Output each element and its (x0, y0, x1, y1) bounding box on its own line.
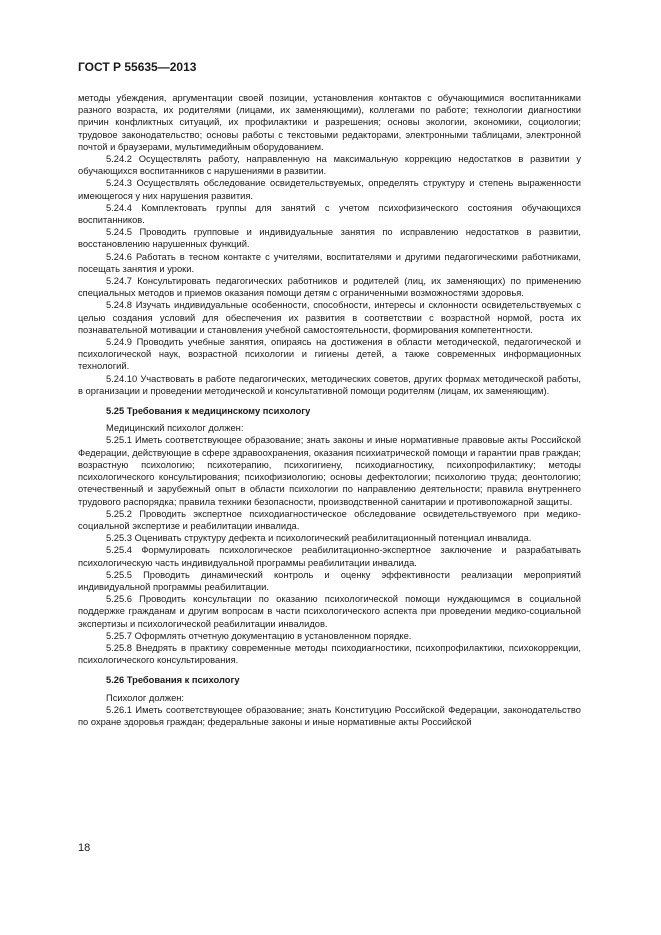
paragraph: 5.24.8 Изучать индивидуальные особенности, способности, интересы и склонности освидетельствуемых с целью создания условий для обеспечения их развития в соответствии с возрастной нормой, роста их познавательной мотивации и становления учебной самостоятельности, формирования компетентности. (78, 300, 581, 335)
paragraph: 5.25.3 Оценивать структуру дефекта и психологический реабилитационный потенциал инвалида. (106, 533, 532, 544)
paragraph: 5.25.6 Проводить консультации по оказанию психологической помощи нуждающимся в социальной поддержке гражданам и другим вопросам в части психологического аспекта при проведении медико-социальной экспертизы и психологической реабилитации инвалидов. (78, 594, 581, 629)
document-body (78, 92, 581, 728)
paragraph: 5.24.10 Участвовать в работе педагогических, методических советов, других формах методической работы, в организации и проведении методической и консультативной помощи родителям (лицам, их заменяющим). (78, 373, 581, 396)
paragraph: 5.24.3 Осуществлять обследование освидетельствуемых, определять структуру и степень выраженности имеющегося у них нарушения развития. (78, 178, 581, 201)
paragraph: 5.24.7 Консультировать педагогических работников и родителей (лиц, их заменяющих) по применению специальных методов и приемов оказания помощи детям с ограниченными возможностями здоровья. (78, 276, 581, 299)
document-header: ГОСТ Р 55635—2013 (78, 60, 197, 74)
paragraph: 5.24.2 Осуществлять работу, направленную на максимальную коррекцию недостатков в развитии у обучающихся воспитанников с нарушениями в развитии. (78, 154, 581, 177)
paragraph: 5.24.6 Работать в тесном контакте с учителями, воспитателями и другими педагогическими работниками, посещать занятия и уроки. (78, 251, 581, 274)
paragraph: Медицинский психолог должен: (106, 423, 244, 434)
paragraph: 5.25.4 Формулировать психологическое реабилитационно-экспертное заключение и разрабатывать психологическую часть индивидуальной программы реабилитации инвалида. (78, 545, 581, 568)
paragraph: 5.25.2 Проводить экспертное психодиагностическое обследование освидетельствуемого при медико-социальной экспертизе и реабилитации инвалида. (78, 508, 581, 531)
paragraph: 5.25.8 Внедрять в практику современные методы психодиагностики, психопрофилактики, психокоррекции, психологического консультирования. (78, 642, 581, 666)
paragraph: 5.24.5 Проводить групповые и индивидуальные занятия по исправлению недостатков в развитии, восстановлению нарушенных функций. (78, 227, 581, 250)
section-heading: 5.26 Требования к психологу (106, 675, 240, 686)
section-heading: 5.25 Требования к медицинскому психологу (106, 406, 311, 417)
paragraph: 5.26.1 Иметь соответствующее образование; знать Конституцию Российской Федерации, законодательство по охране здоровья граждан; федеральные законы и иные нормативные акты Российской (78, 704, 581, 727)
paragraph: 5.25.5 Проводить динамический контроль и оценку эффективности реализации мероприятий индивидуальной программы реабилитации. (78, 569, 581, 592)
page-number: 18 (78, 842, 91, 854)
paragraph: Психолог должен: (106, 692, 185, 703)
paragraph: 5.24.4 Комплектовать группы для занятий с учетом психофизического состояния обучающихся воспитанников. (78, 202, 581, 226)
paragraph: 5.25.1 Иметь соответствующее образование; знать законы и иные нормативные правовые акты Российской Федерации, действующие в сфере здравоохранения, оказания психиатрической помощи и гарантии прав граждан; возрастную психологию; психотерапию, психогигиену, психодиагностику, психопрофилактику; методы психологического консультирования; психофизиологию; основы дефектологии; психологию труда; деонтологию; отечественный и зарубежный опыт в области психологии по направлению деятельности; правила внутреннего трудового распорядка; правила техники безопасности, производственной санитарии и противопожарной защиты. (78, 435, 581, 507)
paragraph: 5.25.7 Оформлять отчетную документацию в установленном порядке. (106, 630, 412, 641)
paragraph: методы убеждения, аргументации своей позиции, установления контактов с обучающимися воспитанниками разного возраста, их родителями (лицами, их заменяющими), коллегами по работе; технологии диагностики причин конфликтных ситуаций, их профилактики и разрешения; основы экологии, экономики, социологии; трудовое законодательство; основы работы с текстовыми редакторами, электронными таблицами, электронной почтой и браузерами, мультимедийным оборудованием. (78, 93, 581, 152)
paragraph: 5.24.9 Проводить учебные занятия, опираясь на достижения в области методической, педагогической и психологической наук, возрастной психологии и гигиены детей, а также современных информационных технологий. (78, 337, 581, 372)
